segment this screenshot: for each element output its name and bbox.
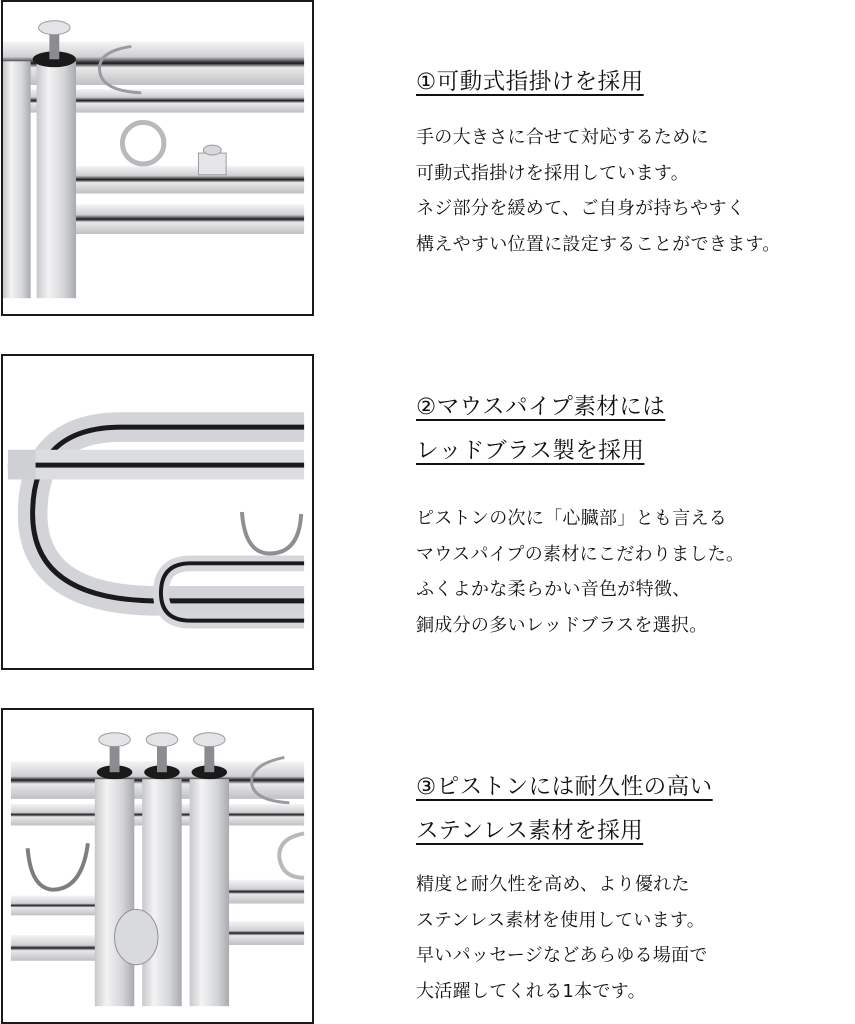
- feature-2-desc-line: ふくよかな柔らかい音色が特徴、: [416, 579, 691, 600]
- feature-2-title-line-2: レッドブラス製を採用: [416, 438, 645, 464]
- feature-3-title-line-1: ③ピストンには耐久性の高い: [416, 774, 713, 800]
- feature-2-title-line-1: ②マウスパイプ素材には: [416, 394, 666, 420]
- feature-3-title: [416, 765, 855, 853]
- trumpet-finger-hook-illustration: [3, 2, 312, 314]
- feature-1-title-line-1: ①可動式指掛けを採用: [416, 69, 644, 95]
- feature-2-desc-line: ピストンの次に「心臓部」とも言える: [416, 508, 728, 529]
- feature-3: [416, 765, 855, 1009]
- feature-3-desc-line: ステンレス素材を使用しています。: [416, 909, 706, 931]
- feature-1-title: [416, 60, 855, 104]
- feature-2-desc-line: マウスパイプの素材にこだわりました。: [416, 543, 745, 565]
- feature-1: [416, 60, 855, 262]
- feature-1-desc-line: 構えやすい位置に設定することができます。: [416, 233, 781, 255]
- feature-3-desc-line: 精度と耐久性を高め、より優れた: [416, 874, 690, 895]
- feature-1-description: [416, 120, 855, 262]
- trumpet-mouthpipe-illustration: [3, 356, 312, 668]
- feature-2-description: [416, 501, 855, 643]
- piston-valves: [95, 733, 229, 1006]
- feature-3-title-line-2: ステンレス素材を採用: [416, 818, 644, 844]
- feature-3-desc-line: 大活躍してくれる1本です。: [416, 980, 646, 1002]
- feature-2: [416, 385, 855, 643]
- feature-2-desc-line: 銅成分の多いレッドブラスを選択。: [416, 614, 708, 636]
- feature-1-photo: [1, 0, 314, 316]
- trumpet-pistons-illustration: [3, 710, 312, 1022]
- feature-1-desc-line: 可動式指掛けを採用しています。: [416, 162, 690, 184]
- feature-2-photo: [1, 354, 314, 670]
- feature-3-description: [416, 867, 855, 1009]
- feature-1-desc-line: ネジ部分を緩めて、ご自身が持ちやすく: [416, 198, 746, 219]
- feature-2-title: [416, 385, 855, 473]
- feature-1-desc-line: 手の大きさに合せて対応するために: [416, 127, 709, 148]
- feature-3-photo: [1, 708, 314, 1024]
- feature-3-desc-line: 早いパッセージなどあらゆる場面で: [416, 945, 708, 966]
